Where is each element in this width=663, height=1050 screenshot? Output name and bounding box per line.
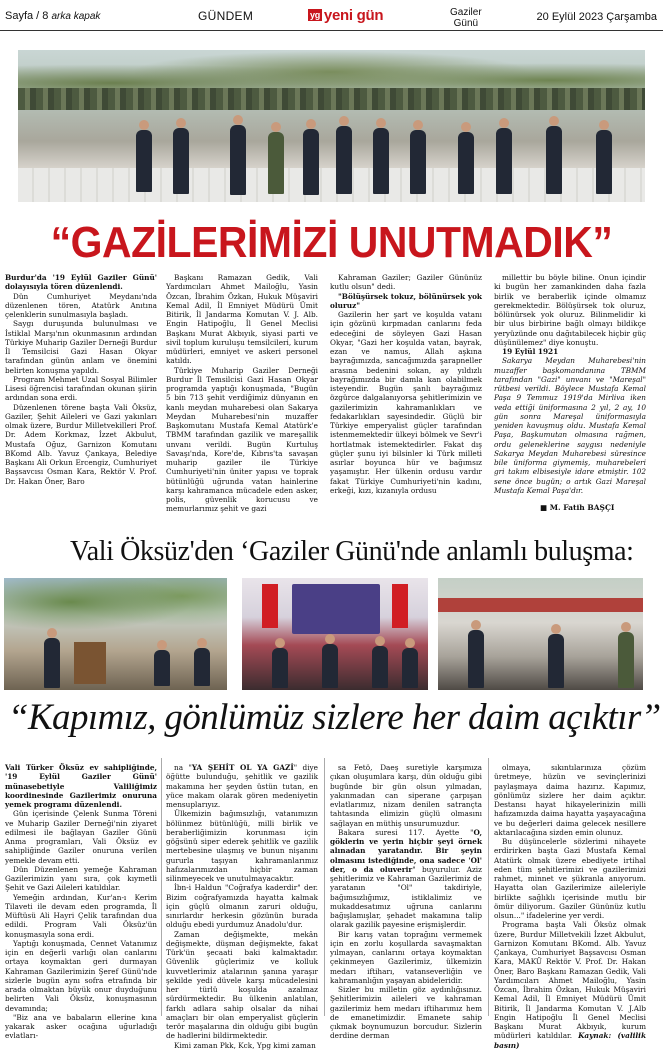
- page-header: [0, 0, 663, 44]
- article1-column-3: [330, 273, 482, 495]
- header-rule: [0, 30, 663, 31]
- article1-column-2: [166, 273, 318, 514]
- paragraph: Zaman değişmekte, mekân değişmekte, düşman değişmekte, fakat Türk'ün şecaati baki kalmaktadır. Güvenlik güçlerimiz ve kolluk kuvvetlerimiz atalarının şanına yaraşır şekilde yedi düvele karşı mücadelesini her türlü koşulda azalmaz sürdürmektedir. Bu ülkenin anlatılan, farklı adlara sahip olsalar da nihai amaçları bir olan emperyalist güçlerin terör maşalarına din olduğu gibi bugün de hadlerini bildirmektedir.: [166, 929, 318, 1041]
- article2-column-1: [5, 763, 157, 1041]
- paragraph: Programa başta Vali Öksüz olmak üzere, Burdur Milletvekili İzzet Akbulut, Garnizon Komutanı BKomd. Alb. Yavuz Çankaya, Cumhuriyet Başsavcısı Osman Kara, MAKÜ Rektör V. Prof. Dr. Hakan Öner, Baro Başkanı Ramazan Gedik, Vali Yardımcıları Ahmet Mailoğlu, Yasin Özcan, İbrahim Özkan, Hukuk Müşaviri Kemal Adil, İl Emniyet Müdürü Ümit Bitirik, İl Jandarma Komutan V. J.Alb Engin Hatipoğlu İl Genel Meclisi Başkanı Murat Akbıyık, kurum müdürleri katıldılar. Kaynak: (valilik basın): [494, 920, 647, 1050]
- event-photo-hall: [242, 578, 428, 690]
- paragraph: Yaptığı konuşmada, Cennet Vatanımız için en değerli varlığı olan canlarını ortaya koymaktan geri durmayan Kahraman Gazilerimizin Şeref Günü'nde sizlerle bugün aynı sofra etrafında bir arada olmaktan büyük onur duyduğunu belirten Vali Öksüz, konuşmasının devamında;: [5, 938, 157, 1013]
- paragraph: Saygı duruşunda bulunulması ve İstiklal Marşı'nın okunmasının ardından Türkiye Muharip Gaziler Derneği Burdur İl Temsilcisi Gazi Hasan Okyar tarafından günün anlam ve önemini belirten konuşma yapıldı.: [5, 319, 157, 375]
- page-label: Sayfa / 8 arka kapak: [5, 10, 101, 22]
- paragraph: İbn-i Haldun "Coğrafya kaderdir" der. Bizim coğrafyamızda hayatta kalmak için güçlü olmanın zaruri olduğu, sınırlardır herkesin gözünün burada olduğu ebedi yurdumuz Anadolu'dur.: [166, 883, 318, 930]
- article2-column-2: [166, 763, 318, 1050]
- paragraph: Sizler bu milletin göz aydınlığısınız. Şehitlerimizin aileleri ve kahraman gazilerimiz hem medarı iftiharımız hem de emanetimizdir. Emanete sahip çıkmak boynumuzun borcudur. Sizlerin derdine derman: [330, 985, 482, 1041]
- paragraph: Başkanı Ramazan Gedik, Vali Yardımcıları Ahmet Mailoğlu, Yasin Özcan, İbrahim Özkan, Hukuk Müşaviri Kemal Adil, İl Emniyet Müdürü Ümit Bitirik, İl Jandarma Komutan V. J. Alb. Engin Hatipoğlu, İl Genel Meclisi Başkanı Murat Akbıyık, siyasi parti ve sivil toplum kuruluşu temsilcileri, kurum müdürleri, emniyet ve askeri personel katıldı.: [166, 273, 318, 366]
- paragraph: Dün Cumhuriyet Meydanı'nda düzenlenen tören, Atatürk Anıtına çelenklerin sunulmasıyla başladı.: [5, 291, 157, 319]
- paragraph: Bir karış vatan toprağını vermemek için en zorlu koşullarda savaşmaktan yılmayan, canlarını ortaya koymaktan çekinmeyen Gazilerimiz, ülkemizin medarı iftiharı, vatanseverliğin ve kahramanlığın yaşayan abideleridir.: [330, 929, 482, 985]
- paragraph: Burdur'da '19 Eylül Gaziler Günü' dolayısıyla tören düzenlendi.: [5, 273, 157, 292]
- article2-headline: Vali Öksüz'den ‘Gaziler Günü'nde anlamlı buluşma:: [70, 536, 634, 567]
- article1-column-1: [5, 273, 157, 486]
- paragraph: Düzenlenen törene başta Vali Öksüz, Gaziler, Şehit Aileleri ve Gazi yakınları olmak üzere, Burdur Milletvekilleri Prof. Dr. Adem Korkmaz, İzzet Akbulut, Mustafa Oğuz, Garnizon Komutanı BKomd Alb. Yavuz Çankaya, Belediye Başkanı Ali Orkun Ercengiz, Cumhuriyet Başsavcısı Osman Kara, Rektör V. Prof. Dr. Hakan Öner, Baro: [5, 402, 157, 486]
- article2-column-3: [330, 763, 482, 1041]
- article1-headline: “GAZİLERİMİZİ UNUTMADIK”: [50, 218, 613, 267]
- paragraph: Program Mehmet Uzal Sosyal Bilimler Lisesi öğrencisi tarafından okunan şiirin ardından sona erdi.: [5, 374, 157, 403]
- paragraph: Yemeğin ardından, Kur'an-ı Kerim Tilaveti ile devam eden programda, İl Müftüsü Ali Hayri Çelik tarafından dua edildi. Program Vali Öksüz'ün konuşmasıyla sona erdi.: [5, 892, 157, 939]
- paragraph: Türkiye Muharip Gaziler Derneği Burdur İl Temsilcisi Gazi Hasan Okyar programda yaptığı konuşmada, "Bugün 5 bin 713 şehit verdiğimiz dünyanın en kanlı meydan muharebesi olan Sakarya Meydan Muharebesi'nin muzaffer Başkomutanı Mustafa Kemal Atatürk'e TBMM tarafından gazilik ve mareşallik unvanı verildi. Bugün Kurtuluş Savaşı'nda, Kore'de, Kıbrıs'ta savaşan muharip gaziler ile Türkiye Cumhuriyeti'nin üniter yapısı ve toprak bütünlüğü uğrunda vatan hainlerine karşı kahramanca mücadele eden asker, polis, güvenlik korucusu ve memurlarımız şehit ve gazi: [166, 365, 318, 514]
- paragraph: Ülkemizin bağımsızlığı, vatanımızın bölünmez bütünlüğü, milli birlik ve beraberliğimizin korunması için göğsünü siper ederek şehitlik ve gazilik mertebesine ulaşmış ve bunun nişanını gururla taşıyan kahramanlarımız hafızalarımızdan hiçbir zaman silinmeyecek ve unutulmayacaktır.: [166, 809, 318, 883]
- article1-author: ■ M. Fatih BAŞÇI: [540, 503, 615, 512]
- paragraph: Vali Türker Öksüz ev sahipliğinde, '19 Eylül Gaziler Günü' münasebetiyle Valiliğimiz koordinesinde Gazilerimiz onuruna yemek programı düzenlendi.: [5, 763, 157, 809]
- section-title: GÜNDEM: [198, 9, 254, 23]
- paragraph: sa Fetö, Daeş suretiyle karşımıza çıkan oluşumlara karşı, dün olduğu gibi bugünde bir gün olsun yılmadan, yakınmadan can siperane çarpışan evlatlarımız, nizam denilen satrançta tahtasında elimizin güçlü olmasını sağlayan en müthiş unsurumuzdur.: [330, 763, 482, 828]
- event-photo-podium: [4, 578, 227, 690]
- newspaper-logo: yg yeni gün: [310, 7, 384, 24]
- paragraph: olmaya, sıkıntılarınıza çözüm üretmeye, hüzün ve sevinçlerinizi paylaşmaya daima hazırız. Kapımız, gönlümüz sizlere her daim açıktır. Destansı hayat hikayelerinizin milli hafızamızda daima hayatta yaşayacağına ve bu değerleri daima gelecek nesillere aktarılacağına sizden emin olunuz.: [494, 763, 646, 837]
- paragraph: Sakarya Meydan Muharebesi'nin muzaffer başkomandanına TBMM tarafından "Gazi" unvanı ve "Mareşal" rütbesi verildi. Böylece Mustafa Kemal Paşa 9 Temmuz 1919'da Mirliva iken veda ettiği üniformasına 2 yıl, 2 ay, 10 gün sonra Mareşal üniformasıyla yeniden kavuşmuş oldu. Mustafa Kemal Paşa, Başkumutan olmasına rağmen, ordu geleneklerine saygısı nedeniyle Sakarya Meydan Muharebesi süresince bile üniforma giymemiş, muharebeleri gri takım elbisesiyle idare etmiştir. 102 sene önce bugün; o artık Gazi Mareşal Mustafa Kemal Paşa'dır.: [494, 356, 646, 495]
- paragraph: Dün Düzenlenen yemeğe Kahraman Gazilerimizin yanı sıra, çok kıymetli Şehit ve Gazi Aileleri katıldılar.: [5, 864, 157, 893]
- paragraph: Gazilerin her şart ve koşulda vatanı için gözünü kırpmadan canlarını feda edeceğini de söyleyen Gazi Hasan Okyar, "Gazi her koşulda vatan, bayrak, ezan ve namus, Allah aşkına bayrağımızda, sancağımızda şarapneller arasına bedenini sokan, ay yıldızlı bayrağımızda bir damla kan olabilmek isteyendir. Bugün şanlı bayrağımız özgürce dalgalanıyorsa şehitlerimizin ve gazilerimizin kahramanlıkları ve fedakarlıkları sayesindedir. Güçlü bir Türkiye emperyalist güçler tarafından istenmemektedir ülkeyi bölmek ve Sevr'i hortlatmak istemektedirler. Fakat dış güçler şunu iyi bilsinler ki Türk milleti asırlar boyunca hür ve bağımsız yaşamıştır. Her ülkenin ordusu vardır fakat Türkiye Cumhuriyeti'nin kadını, erkeği, kızı, kızanıyla ordusu: [330, 310, 482, 495]
- article2-quote-headline: “Kapımız, gönlümüz sizlere her daim açıktır”: [8, 697, 661, 738]
- paragraph: "Bölüşürsek tokuz, bölünürsek yok oluruz": [330, 291, 482, 310]
- paragraph: 19 Eylül 1921: [502, 347, 559, 356]
- article1-column-4: [494, 273, 646, 495]
- paragraph: na "YA ŞEHİT OL YA GAZİ" diye öğütte bulunduğu, şehitlik ve gazilik makamına her şeyden üstün tutan, en yüce makam olarak gören medeniyetin mensuplarıyız.: [166, 763, 318, 809]
- paragraph: Bu düşüncelerle sözlerimi nihayete erdirirken başta Gazi Mustafa Kemal Atatürk olmak üzere ebediyete irtihal eden tüm şehitlerimizi ve gazilerimizi rahmet, minnet ve şükranla anıyorum. Hayatta olan Gazilerimize aileleriyle birlikte sağlıklı içerisinde mutlu bir ömür diliyorum. Gaziler Gününüz kutlu olsun..." ifadelerine yer verdi.: [494, 837, 646, 920]
- paragraph: Kimi zaman Pkk, Kck, Ypg kimi zaman: [174, 1040, 316, 1050]
- event-photo-guests: [438, 578, 643, 690]
- paragraph: millettir bu böyle biline. Onun içindir ki bugün her zamankinden daha fazla birlik ve beraberlik içinde olmamız gerekmektedir. Bölüşürsek tok oluruz, bölünürsek yok oluruz. Bilinmelidir ki bir ulus birbirine bağlı olmayı bildikçe yeryüzünde onu dağıtabilecek hiçbir güç düşünülemez" diye konuştu.: [494, 273, 646, 347]
- paragraph: Kahraman Gaziler; Gaziler Gününüz kutlu olsun" dedi.: [330, 273, 482, 292]
- issue-date: 20 Eylül 2023 Çarşamba: [536, 11, 657, 23]
- article2-column-4: [494, 763, 646, 1050]
- paragraph: Gün içerisinde Çelenk Sunma Töreni ve Muharip Gaziler Derneği'nin ziyaret edilmesi ile bağlayan Gaziler Günü Anma programları, Vali Öksüz ev sahipliğinde Gaziler onuruna verilen yemekle devam etti.: [5, 809, 157, 865]
- ceremony-photo: [18, 50, 645, 202]
- edition-label: Gaziler Günü: [450, 7, 482, 29]
- paragraph: "Biz ana ve babaların ellerine kına yakarak asker ocağına uğurladığı evlatları-: [5, 1012, 157, 1041]
- paragraph: Bakara suresi 117. Ayette "O, göklerin ve yerin hiçbir şeyi örnek alınadan yaratandır. Bir şeyin olmasını istediğinde, ona sadece 'Ol' der, o da oluverir" buyurulur. Aziz şehitlerimiz ve Kahraman Gazilerimiz de yaratanın "Ol" takdiriyle, bağımsızlığımız, istiklalimiz ve mukaddesatımız uğruna canlarını bağışlamışlar, şehadet makamına talip olarak gazilik payesine erişmişlerdir.: [330, 827, 482, 930]
